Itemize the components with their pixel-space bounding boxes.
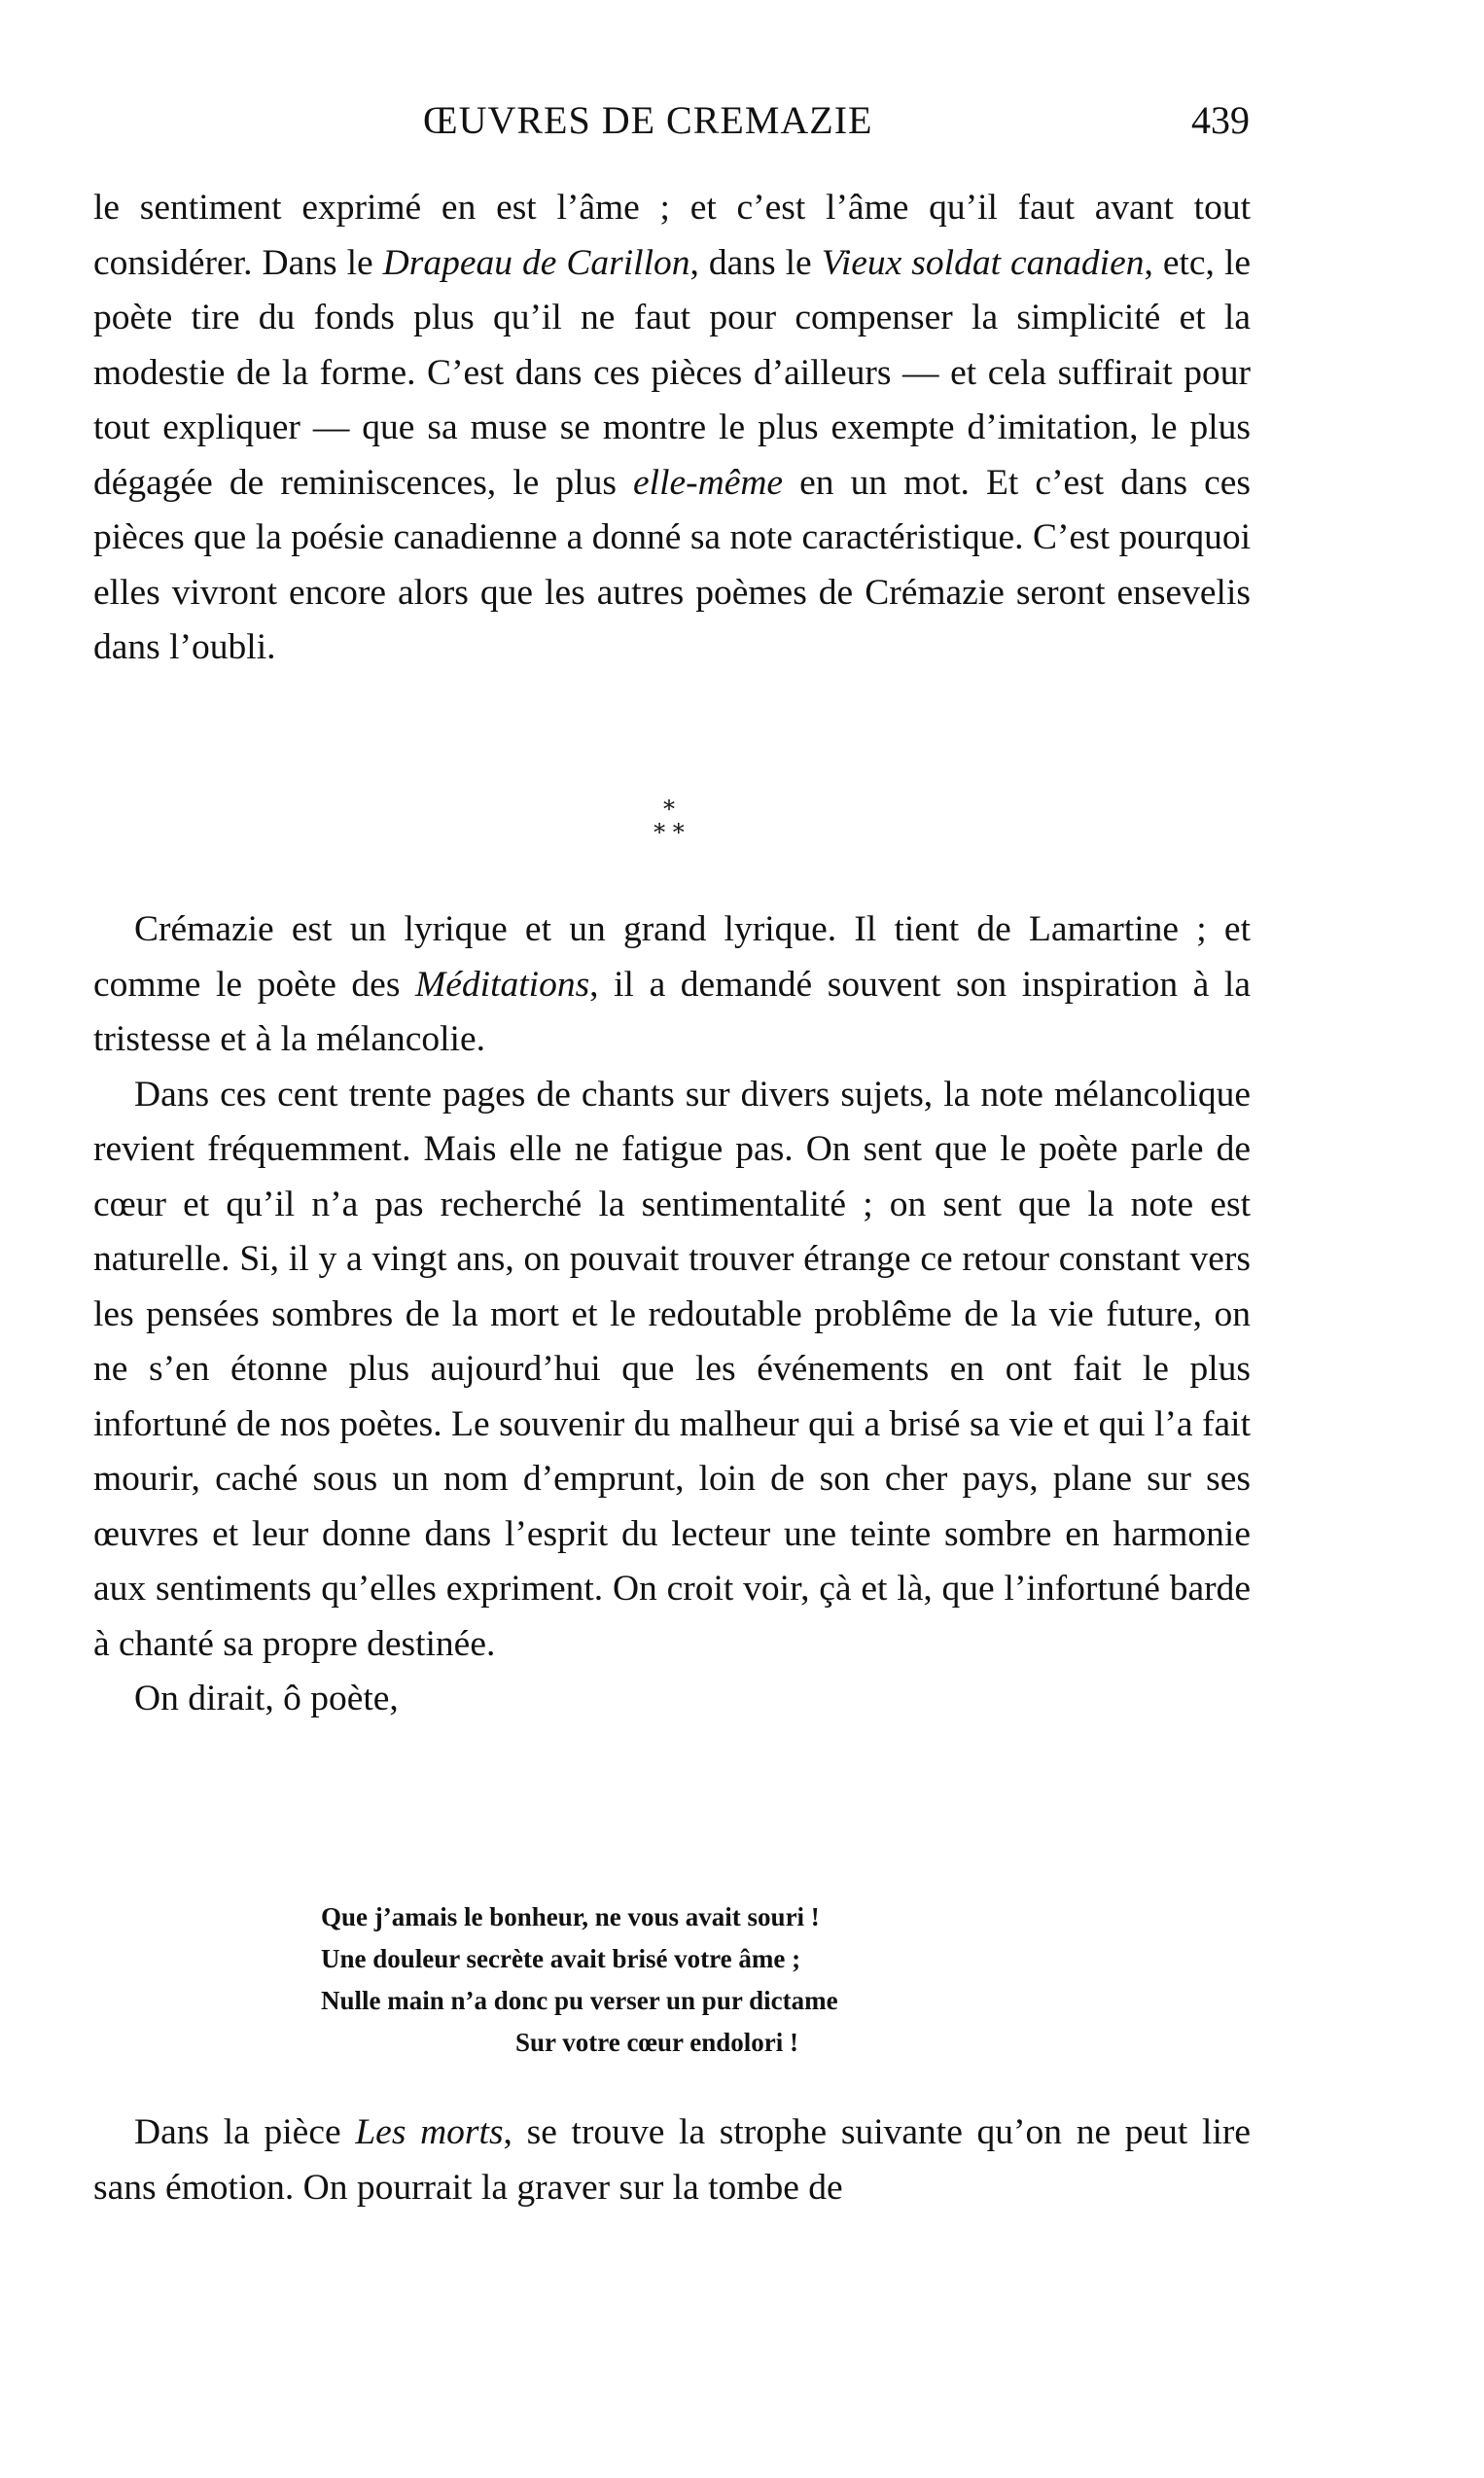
paragraph-4: On dirait, ô poète, xyxy=(134,1679,399,1718)
paragraph-5-text-1: Dans la pièce xyxy=(134,2112,356,2152)
paragraph-5-text-2: , se trouve la strophe suivante qu’on ne peut lire sans émotion. On pourrait la graver sur la tombe de xyxy=(93,2112,1252,2208)
text-block-top xyxy=(93,181,1251,676)
paragraph-1 xyxy=(93,181,1251,676)
emphasis-elle-meme: elle-même xyxy=(633,462,784,503)
page-number: 439 xyxy=(1191,98,1250,142)
running-title: ŒUVRES DE CREMAZIE xyxy=(423,98,873,142)
page-header xyxy=(92,97,1250,165)
asterism-separator xyxy=(630,797,708,856)
paragraph-1-text-4: en un mot. Et c’est dans ces pièces que la poésie canadienne a donné sa note caractéristique. C’est pourquoi elles vivront encore alors que les autres poèmes de Crémazie seront ensevelis dans l’oubli. xyxy=(93,462,1252,667)
paragraph-5 xyxy=(93,2106,1251,2215)
paragraph-2 xyxy=(93,903,1251,1068)
verse-line-3: Nulle main n’a donc pu verser un pur dictame xyxy=(321,1986,838,2015)
text-block-middle xyxy=(93,903,1251,1727)
paragraph-1-text-1: le sentiment exprimé en est l’âme ; et c’est l’âme qu’il faut avant tout considérer. Dans le xyxy=(93,188,1251,283)
asterism-bottom: * * xyxy=(654,819,685,846)
paragraph-2-text-2: , il a demandé souvent son inspiration à la tristesse et à la mélancolie. xyxy=(93,964,1251,1059)
verse-line-2: Une douleur secrète avait brisé votre âme ; xyxy=(321,1944,801,1973)
verse-line-4: Sur votre cœur endolori ! xyxy=(515,2028,798,2057)
text-block-bottom xyxy=(93,2106,1251,2215)
asterism-top: * xyxy=(663,796,675,823)
title-meditations: Méditations xyxy=(415,964,590,1005)
paragraph-1-text-2: , dans le xyxy=(689,242,822,283)
verse-quote xyxy=(321,1896,1021,2064)
title-drapeau-de-carillon: Drapeau de Carillon xyxy=(382,242,690,283)
paragraph-1-text-3: , etc, le poète tire du fonds plus qu’il ne faut pour compenser la simplicité et la modestie de la forme. C’est dans ces pièces d’ailleurs — et cela suffirait pour tout expliquer — que sa muse se montre le plus exempte d’imitation, le plus dégagée de reminiscences, le plus xyxy=(93,242,1252,503)
verse-line-1: Que j’amais le bonheur, ne vous avait souri ! xyxy=(321,1902,820,1931)
paragraph-3: Dans ces cent trente pages de chants sur divers sujets, la note mélancolique revient fréquemment. Mais elle ne fatigue pas. On sent que le poète parle de cœur et qu’il n’a pas recherché la sentimentalité ; on sent que la note est naturelle. Si, il y a vingt ans, on pouvait trouver étrange ce retour constant vers les pensées sombres de la mort et le redoutable problême de la vie future, on ne s’en étonne plus aujourd’hui que les événements en ont fait le plus infortuné de nos poètes. Le souvenir du malheur qui a brisé sa vie et qui l’a fait mourir, caché sous un nom d’emprunt, loin de son cher pays, plane sur ses œuvres et leur donne dans l’esprit du lecteur une teinte sombre en harmonie aux sentiments qu’elles expriment. On croit voir, çà et là, que l’infortuné barde à chanté sa propre destinée. xyxy=(93,1074,1251,1664)
title-vieux-soldat-canadien: Vieux soldat canadien xyxy=(821,242,1145,283)
paragraph-2-text-1: Crémazie est un lyrique et un grand lyrique. Il tient de Lamartine ; et comme le poète des xyxy=(93,909,1251,1005)
title-les-morts: Les morts xyxy=(355,2112,504,2152)
